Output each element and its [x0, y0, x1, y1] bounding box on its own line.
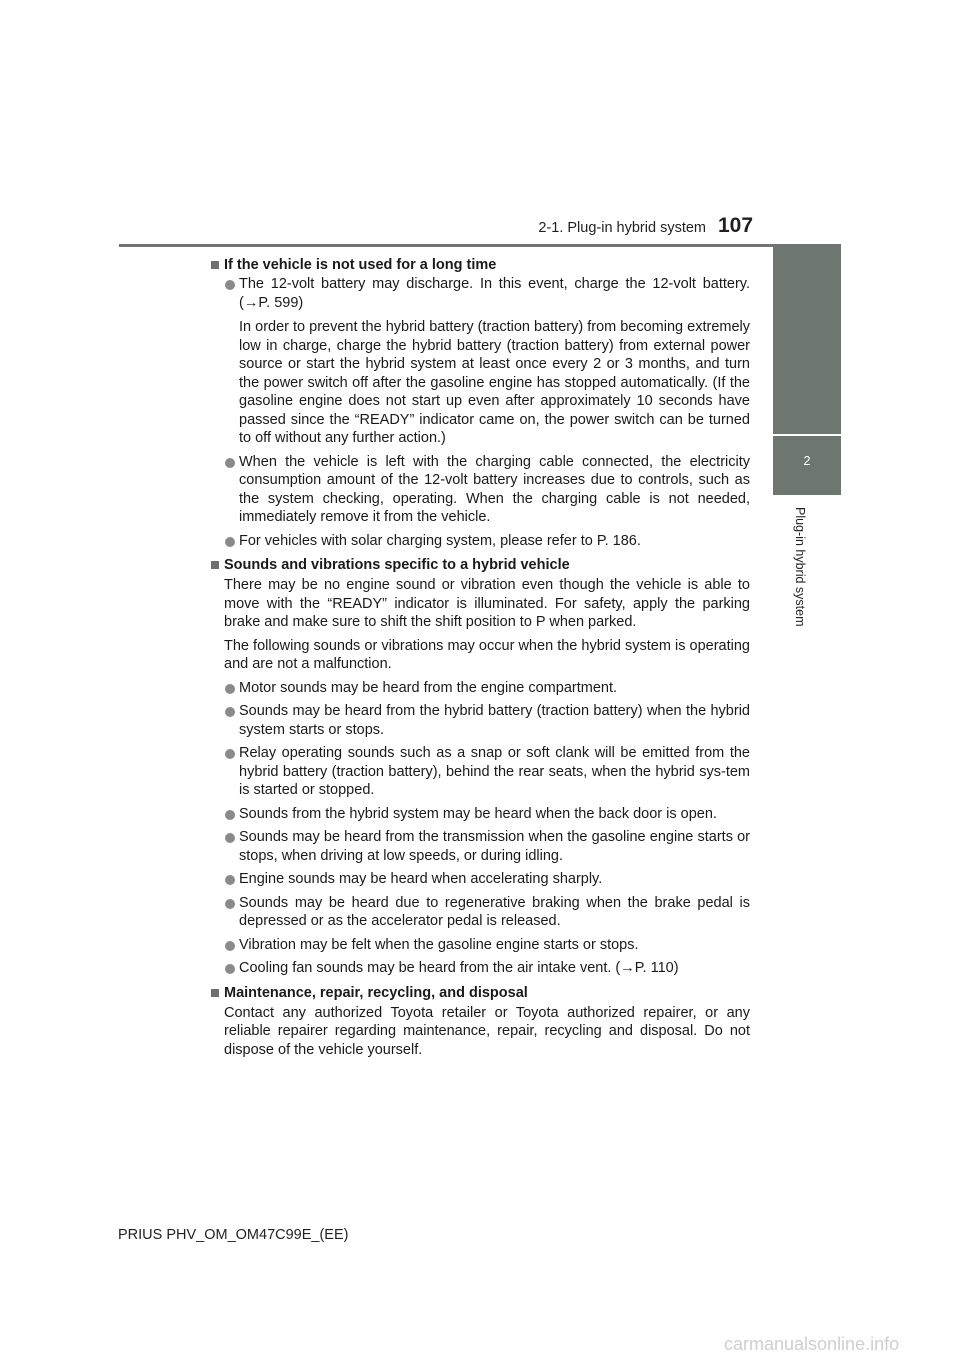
list-item: Cooling fan sounds may be heard from the air intake vent. (→P. 110) [210, 959, 750, 978]
watermark: carmanualsonline.info [724, 1334, 900, 1354]
circle-bullet-icon [225, 899, 235, 909]
list-item: For vehicles with solar charging system, please refer to P. 186. [210, 532, 750, 551]
list-item: Engine sounds may be heard when accelerating sharply. [210, 870, 750, 889]
list-item: When the vehicle is left with the charging cable connected, the electricity consumption amount of the 12-volt battery increases due to controls, such as the system checking, operating. When the charging cable is not needed, immediately remove it from the vehicle. [210, 453, 750, 527]
section-title: If the vehicle is not used for a long time [210, 255, 750, 275]
chapter-number: 2 [803, 454, 811, 468]
header-rule [119, 244, 841, 247]
circle-bullet-icon [225, 707, 235, 717]
circle-bullet-icon [225, 749, 235, 759]
square-bullet-icon [211, 989, 219, 997]
list-item: Motor sounds may be heard from the engine compartment. [210, 679, 750, 698]
list-item: Sounds may be heard from the hybrid battery (traction battery) when the hybrid system starts or stops. [210, 702, 750, 739]
circle-bullet-icon [225, 941, 235, 951]
list-item: Sounds from the hybrid system may be heard when the back door is open. [210, 805, 750, 824]
page-number: 107 [718, 214, 754, 237]
list-item: Relay operating sounds such as a snap or soft clank will be emitted from the hybrid battery (traction battery), behind the rear seats, when the hybrid sys-tem is started or stopped. [210, 744, 750, 800]
circle-bullet-icon [225, 810, 235, 820]
circle-bullet-icon [225, 833, 235, 843]
list-item: Vibration may be felt when the gasoline engine starts or stops. [210, 936, 750, 955]
chapter-title: Plug-in hybrid system [793, 507, 807, 627]
main-content [210, 254, 750, 1064]
running-header-section: 2-1. Plug-in hybrid system [538, 220, 706, 236]
paragraph: Contact any authorized Toyota retailer or Toyota authorized repairer, or any reliable repairer regarding maintenance, repair, recycling and disposal. Do not dispose of the vehicle yourself. [224, 1004, 750, 1058]
square-bullet-icon [211, 561, 219, 569]
list-item: Sounds may be heard from the transmission when the gasoline engine starts or stops, when driving at low speeds, or during idling. [210, 828, 750, 865]
circle-bullet-icon [225, 458, 235, 468]
circle-bullet-icon [225, 875, 235, 885]
section-title: Sounds and vibrations specific to a hybrid vehicle [210, 555, 750, 575]
paragraph: The following sounds or vibrations may occur when the hybrid system is operating and are not a malfunction. [224, 637, 750, 672]
side-tab-chapter-box [773, 436, 841, 495]
paragraph: There may be no engine sound or vibration even though the vehicle is able to move with the “READY” indicator is illuminated. For safety, apply the parking brake and make sure to shift the shift position to P when parked. [224, 577, 750, 630]
list-item: Sounds may be heard due to regenerative braking when the brake pedal is depressed or as the accelerator pedal is released. [210, 894, 750, 931]
circle-bullet-icon [225, 684, 235, 694]
circle-bullet-icon [225, 537, 235, 547]
square-bullet-icon [211, 261, 219, 269]
side-tab-bar [773, 247, 841, 434]
circle-bullet-icon [225, 280, 235, 290]
footer-model-code: PRIUS PHV_OM_OM47C99E_(EE) [118, 1227, 349, 1243]
circle-bullet-icon [225, 964, 235, 974]
section-title: Maintenance, repair, recycling, and disposal [210, 983, 750, 1003]
side-tab-title [793, 507, 818, 657]
list-item: The 12-volt battery may discharge. In this event, charge the 12-volt battery. (→P. 599) In order to prevent the hybrid battery (traction battery) from becoming extremely low in charge, charge the hybrid battery (traction battery) from external power source or start the hybrid system at least once every 2 or 3 months, and turn the power switch off after the gasoline engine has stopped automatically. (If the gasoline engine does not start up even after approximately 10 seconds have passed since the “READY” indicator came on, the power switch can be turned to off without any further action.) [210, 275, 750, 448]
